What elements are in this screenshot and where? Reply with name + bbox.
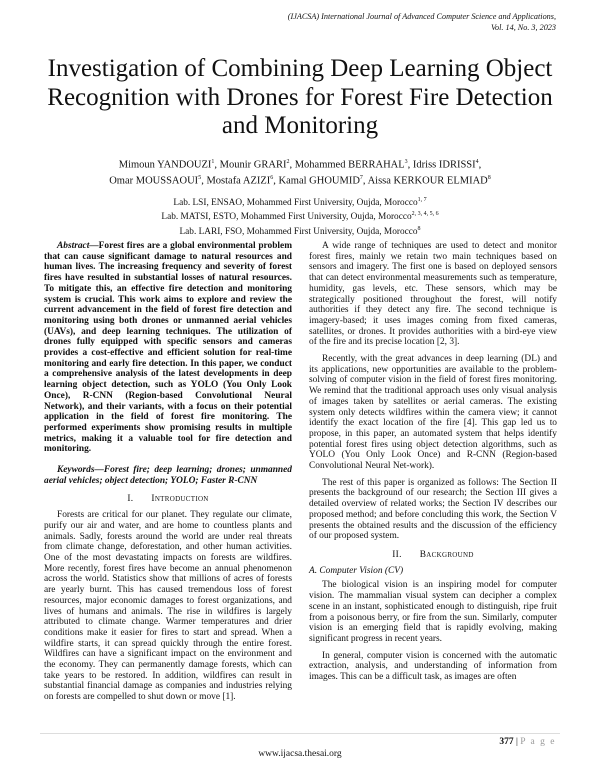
paragraph: A wide range of techniques are used to detect and monitor forest fires, mainly we retain two main techniques based on sensors and imagery. The first one is based on deployed sensors that can detect environmental measurements such as temperature, humidity, gas levels, etc. These sensors, which may be strategically positioned throughout the forest, will notify authorities if they detect any fire. The second technique is imagery-based; it uses images coming from fixed cameras, satellites, or drones. It provides authorities with a bird-eye view of the fire and its precise location [2, 3]. [309,241,557,348]
affiliation [40,209,560,223]
journal-name: (IJACSA) International Journal of Advanced Computer Science and Applications, [287,12,556,21]
left-column [44,241,292,709]
section-number: I. [127,494,134,505]
author-sup: 6 [270,174,274,181]
author-sup: 2 [286,159,290,165]
footer-divider [40,733,560,734]
affiliation-text: Lab. LARI, FSO, Mohammed First University, Oujda, Morocco [179,226,418,237]
affiliation [40,224,560,238]
author-sup: 7 [359,174,363,181]
section-heading-introduction [44,494,292,505]
author: Idriss IDRISSI [412,159,476,171]
section-title: Introduction [151,494,209,505]
author: Mounir GRARI [219,159,287,171]
journal-volume: Vol. 14, No. 3, 2023 [490,22,556,32]
abstract-label: Abstract [57,241,90,251]
running-header [288,12,556,33]
author: Aissa KERKOUR ELMIAD [367,175,488,186]
author: Mostafa AZIZI [206,175,271,186]
paragraph: Forests are critical for our planet. They regulate our climate, purify our air and water, and are home to countless plants and animals. Sadly, forests around the world are under real threats from climate change, deforestation, and other human activities. One of the most devastating impacts on forests are wildfires. More recently, forest fires have become an annual phenomenon across the world. Statistics show that millions of acres of forests are yearly burnt. This has caused tremendous loss of forest resources, major economic damages to forest organizations, and lives of humans and animals. The rise in wildfires is largely attributed to climate change. Warmer temperatures and drier conditions make it easier for fires to start and spread. When a wildfire starts, it can spread quickly through the entire forest. Wildfires can have a significant impact on the environment and the economy. They can permanently damage forests, which can take years to be restored. In addition, wildfires can result in substantial financial damage as companies and industries relying on forests are compelled to shut down or move [1]. [44,510,292,703]
paper-title: Investigation of Combining Deep Learning Object Recognition with Drones for Forest Fire Detection and Monitoring [47,55,553,139]
section-title: Background [419,549,474,560]
author-list: Mimoun YANDOUZI$^1$, Mounir GRARI$^2$, Mohammed BERRAHAL$^3$, Idriss IDRISSI$^4$, Omar MOUSSAOUI$^5$, Mostafa AZIZI$^6$, Kamal GHOUMID$^7$, Aissa KERKOUR ELMIAD$^8$ [109,159,491,186]
keywords-label: Keywords [57,465,95,476]
affiliation-text: Lab. MATSI, ESTO, Mohammed First University, Oujda, Morocco [161,212,412,223]
section-heading-background [309,550,557,561]
affiliations [40,195,560,238]
author-sup: 3 [404,159,408,165]
subsection-heading: A. Computer Vision (CV) [309,565,404,576]
keywords-text: —Forest fire; deep learning; drones; unmanned aerial vehicles; object detection; YOLO; Faster R-CNN [44,465,292,486]
author: Kamal GHOUMID [278,175,360,186]
abstract-text: —Forest fires are a global environmental problem that can cause significant damage to natural resources and human lives. The increasing frequency and severity of forest fires have resulted in substantial losses of natural resources. To mitigate this, an effective fire detection and monitoring system is crucial. This work aims to explore and review the current advancement in the field of forest fire detection and monitoring using both drones or unmanned aerial vehicles (UAVs), and deep learning techniques. The utilization of drones fully equipped with specific sensors and cameras provides a cost-effective and efficient solution for real-time monitoring and early fire detection. In this paper, we conduct a comprehensive analysis of the latest developments in deep learning object detection, such as YOLO (You Only Look Once), R-CNN (Region-based Convolutional Neural Network), and their variants, with a focus on their potential application in the field of forest fire monitoring. The performed experiments show promising results in multiple metrics, making it a valuable tool for fire detection and monitoring. [44,241,292,455]
author-sup: 4 [475,159,479,165]
right-column [309,241,557,689]
affiliation-text: Lab. LSI, ENSAO, Mohammed First University, Oujda, Morocco [173,198,418,209]
page-num: 377 [499,737,514,747]
keywords [44,465,292,486]
footer-url[interactable]: www.ijacsa.thesai.org [258,749,342,759]
paragraph: The biological vision is an inspiring model for computer vision. The mammalian visual system can decipher a complex scene in an instant, sophisticated enough to distinguish, ripe fruit from a poisonous berry, or fire from the sun. Similarly, computer vision is an emerging field that is rapidly evolving, making significant progress in recent years. [309,580,557,644]
author: Mimoun YANDOUZI [118,159,212,171]
affiliation [40,195,560,209]
abstract [44,241,292,455]
author: Omar MOUSSAOUI [109,175,199,186]
affiliation-sup: 1, 7 [417,197,427,203]
paragraph: Recently, with the great advances in deep learning (DL) and its applications, new opportunities are available to the problem-solving of computer vision in the field of forest fires monitoring. We remind that the traditional approach uses only visual analysis of images taken by satellites or aerial cameras. The existing system only detects wildfires within the camera view; it cannot identify the exact location of the fire [4]. This gap led us to propose, in this paper, an automated system that helps identify potential forest fires using object detection algorithms, such as YOLO (You Only Look Once) and R-CNN (Region-based Convolutional Neural Net-work). [309,354,557,472]
author-sup: 8 [487,174,491,181]
page-label: P a g e [520,737,556,747]
author-sup: 5 [198,174,202,181]
paragraph: The rest of this paper is organized as follows: The Section II presents the background of our research; the Section III gives a detailed overview of related works; the Section IV describes our proposed method; and before concluding this work, the Section V presents the obtained results and the discussion of the efficiency of our proposed system. [309,477,557,542]
author-sup: 1 [211,159,215,165]
author: Mohammed BERRAHAL [294,159,405,171]
affiliation-sup: 2, 3, 4, 5, 6 [411,211,439,218]
affiliation-sup: 8 [417,225,421,232]
page-number: 377 | P a g e [499,737,556,747]
section-number: II. [392,549,402,560]
paragraph: In general, computer vision is concerned with the automatic extraction, analysis, and understanding of information from images. This can be a difficult task, as images are often [309,650,557,683]
